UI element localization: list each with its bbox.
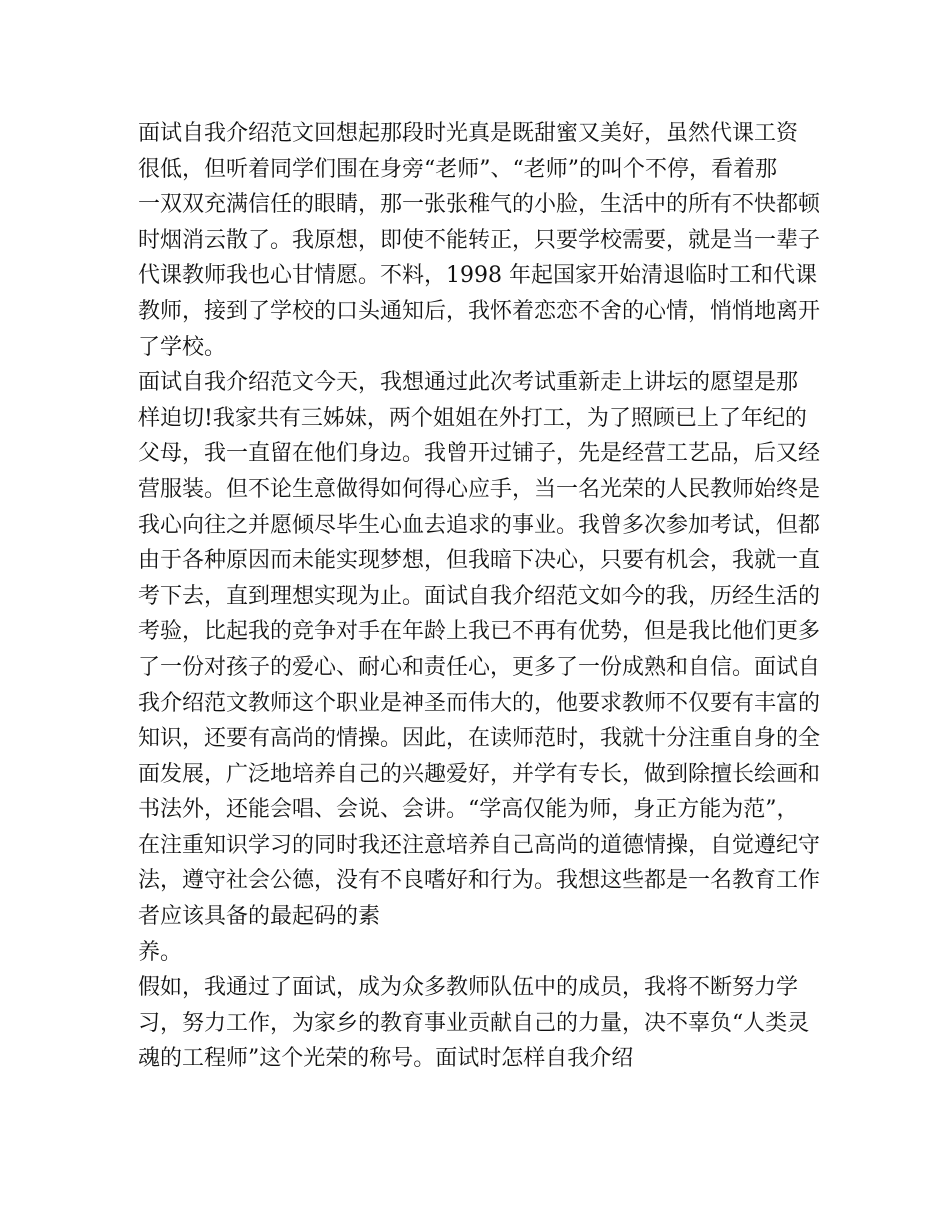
text-line: 考下去，直到理想实现为止。面试自我介绍范文如今的我，历经生活的 — [138, 583, 821, 609]
text-line: 父母，我一直留在他们身边。我曾开过铺子，先是经营工艺品，后又经 — [138, 441, 821, 467]
text-line: 书法外，还能会唱、会说、会讲。“学高仅能为师，身正方能为范”， — [138, 797, 799, 823]
text-line: 营服装。但不论生意做得如何得心应手，当一名光荣的人民教师始终是 — [138, 476, 821, 502]
text-line: 知识，还要有高尚的情操。因此，在读师范时，我就十分注重自身的全 — [138, 726, 821, 752]
text-line: 面试自我介绍范文回想起那段时光真是既甜蜜又美好，虽然代课工资 — [138, 121, 799, 146]
text-line: 假如，我通过了面试，成为众多教师队伍中的成员，我将不断努力学 — [138, 975, 799, 1001]
text-line: 了一份对孩子的爱心、耐心和责任心，更多了一份成熟和自信。面试自 — [138, 654, 821, 680]
text-line: 时烟消云散了。我原想，即使不能转正，只要学校需要，就是当一辈子 — [138, 227, 821, 253]
text-line: 考验，比起我的竞争对手在年龄上我已不再有优势，但是我比他们更多 — [138, 619, 821, 645]
text-line: 代课教师我也心甘情愿。不料，1998 年起国家开始清退临时工和代课 — [138, 263, 817, 289]
text-line: 面发展，广泛地培养自己的兴趣爱好，并学有专长，做到除擅长绘画和 — [138, 761, 821, 787]
document-body — [138, 116, 828, 1077]
text-line: 样迫切!我家共有三姊妹，两个姐姐在外打工，为了照顾已上了年纪的 — [138, 405, 807, 431]
text-line: 由于各种原因而未能实现梦想，但我暗下决心，只要有机会，我就一直 — [138, 548, 821, 574]
text-line: 养。 — [138, 939, 183, 965]
text-line: 一双双充满信任的眼睛，那一张张稚气的小脸，生活中的所有不快都顿 — [138, 192, 821, 218]
text-line: 我心向往之并愿倾尽毕生心血去追求的事业。我曾多次参加考试，但都 — [138, 512, 821, 538]
text-line: 法，遵守社会公德，没有不良嗜好和行为。我想这些都是一名教育工作 — [138, 868, 821, 894]
text-line: 我介绍范文教师这个职业是神圣而伟大的，他要求教师不仅要有丰富的 — [138, 690, 821, 716]
text-line: 面试自我介绍范文今天，我想通过此次考试重新走上讲坛的愿望是那 — [138, 370, 799, 396]
text-line: 了学校。 — [138, 334, 227, 360]
text-line: 很低，但听着同学们围在身旁“老师”、“老师”的叫个不停，看着那 — [138, 156, 777, 182]
text-line: 教师，接到了学校的口头通知后，我怀着恋恋不舍的心情，悄悄地离开 — [138, 298, 821, 324]
text-line: 魂的工程师”这个光荣的称号。面试时怎样自我介绍 — [138, 1046, 634, 1072]
text-line: 习，努力工作，为家乡的教育事业贡献自己的力量，决不辜负“人类灵 — [138, 1010, 810, 1036]
text-line: 者应该具备的最起码的素 — [138, 904, 381, 930]
text-line: 在注重知识学习的同时我还注意培养自己高尚的道德情操，自觉遵纪守 — [138, 832, 821, 858]
